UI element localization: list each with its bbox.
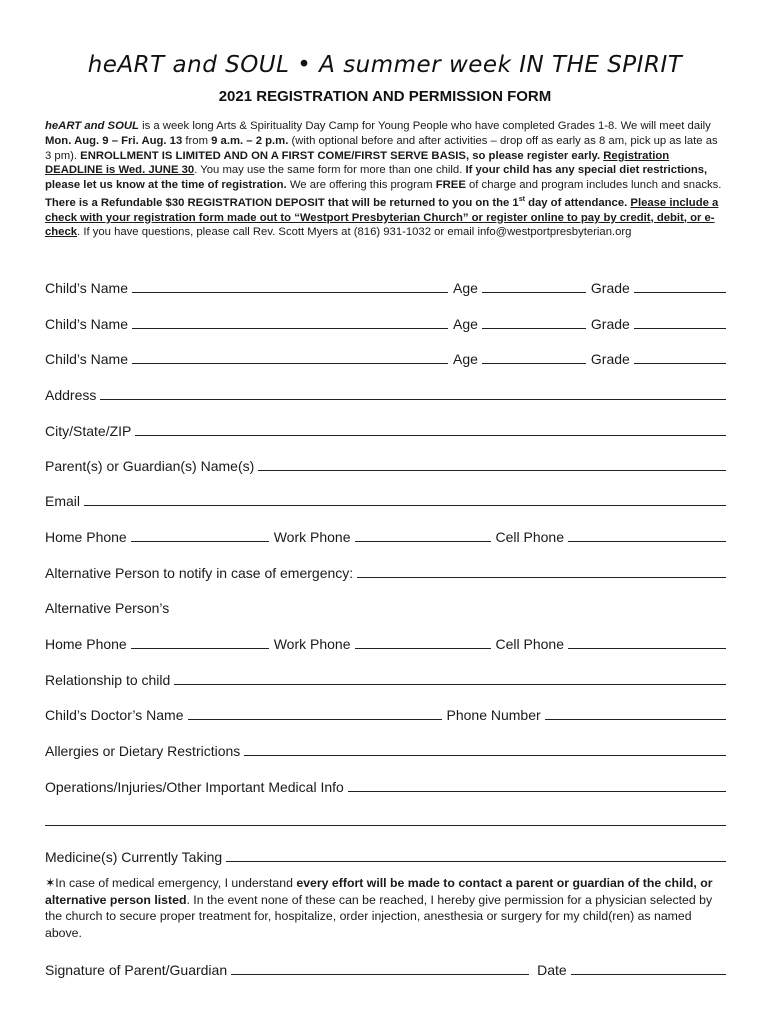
medical-info-row: [45, 775, 726, 795]
address-label: Address: [45, 387, 97, 403]
camp-dates: Mon. Aug. 9 – Fri. Aug. 13: [45, 134, 183, 147]
notice-text: ✶In case of medical emergency, I understand: [45, 876, 297, 890]
home-phone-label: Home Phone: [45, 636, 127, 652]
deposit-notice: There is a Refundable $30 REGISTRATION DEPOSIT that will be returned to you on the 1: [45, 196, 519, 209]
city-row: [45, 419, 726, 439]
camp-name: heART and SOUL: [45, 120, 139, 132]
form-title: 2021 REGISTRATION AND PERMISSION FORM: [218, 88, 552, 105]
grade-field[interactable]: [634, 313, 726, 329]
cell-phone-label: Cell Phone: [495, 529, 564, 545]
intro-text: is a week long Arts & Spirituality Day Camp for Young People who have completed Grades 1-8. We will meet daily: [138, 120, 711, 132]
contact-info: . If you have questions, please call Rev. Scott Myers at (816) 931-1032 or email info@westportpresbyterian.org: [77, 226, 632, 239]
child-row-1: [45, 276, 726, 296]
work-phone-field[interactable]: [355, 633, 491, 649]
allergies-label: Allergies or Dietary Restrictions: [45, 743, 241, 759]
signature-field[interactable]: [231, 959, 529, 975]
grade-field[interactable]: [634, 348, 726, 364]
relationship-row: [45, 668, 726, 688]
allergies-field[interactable]: [244, 740, 726, 756]
phone-row-2: [45, 632, 726, 652]
signature-row: [45, 958, 726, 978]
email-row: [45, 489, 726, 509]
child-name-label: Child’s Name: [45, 316, 128, 332]
child-name-field[interactable]: [132, 348, 448, 364]
medical-info-field[interactable]: [348, 776, 726, 792]
work-phone-field[interactable]: [355, 526, 491, 542]
ordinal-suffix: st: [518, 195, 525, 203]
parents-field[interactable]: [258, 455, 726, 471]
alt-person-notify-row: [45, 561, 726, 581]
allergies-row: [45, 739, 726, 759]
home-phone-label: Home Phone: [45, 529, 127, 545]
child-row-2: [45, 312, 726, 332]
home-phone-field[interactable]: [131, 526, 269, 542]
alt-person-notify-field[interactable]: [357, 562, 726, 578]
date-label: Date: [537, 962, 567, 978]
phone-row-1: [45, 525, 726, 545]
age-field[interactable]: [482, 277, 586, 293]
child-name-field[interactable]: [132, 277, 448, 293]
relationship-field[interactable]: [174, 669, 726, 685]
work-phone-label: Work Phone: [273, 636, 351, 652]
deposit-notice-end: day of attendance.: [524, 196, 631, 209]
medicine-row: [45, 845, 726, 865]
doctor-name-field[interactable]: [188, 704, 442, 720]
medical-info-extra-line[interactable]: [45, 825, 726, 826]
age-label: Age: [453, 316, 478, 332]
intro-paragraph: [45, 119, 727, 240]
doctor-row: [45, 703, 726, 723]
intro-text: from: [182, 134, 212, 147]
medicine-field[interactable]: [226, 846, 726, 862]
free-label: FREE: [435, 179, 466, 192]
address-field[interactable]: [100, 384, 726, 400]
age-label: Age: [453, 280, 478, 296]
cell-phone-label: Cell Phone: [495, 636, 564, 652]
cell-phone-field[interactable]: [568, 633, 726, 649]
payment-instructions: Please include a check with your registration form made out to “Westport Presbyterian Church” or register online to pay by credit, debit, or e-check: [45, 196, 719, 239]
home-phone-field[interactable]: [131, 633, 269, 649]
age-field[interactable]: [482, 313, 586, 329]
doctor-name-label: Child’s Doctor’s Name: [45, 707, 184, 723]
camp-hours: 9 a.m. – 2 p.m.: [211, 134, 289, 147]
child-name-label: Child’s Name: [45, 280, 128, 296]
intro-text: . You may use the same form for more than one child.: [194, 164, 466, 177]
notice-text: . In the event none of these can be reached, I hereby give permission for a physician selected by the church to secure proper treatment for, hospitalize, order injection, anesthesia or surgery for my child(ren) as named above.: [45, 892, 713, 940]
grade-field[interactable]: [634, 277, 726, 293]
grade-label: Grade: [590, 316, 630, 332]
child-row-3: [45, 347, 726, 367]
age-label: Age: [453, 351, 478, 367]
parents-label: Parent(s) or Guardian(s) Name(s): [45, 458, 255, 474]
script-title: heART and SOUL • A summer week IN THE SPIRIT: [87, 52, 683, 78]
alt-person-label: Alternative Person’s: [45, 600, 170, 616]
address-row: [45, 383, 726, 403]
relationship-label: Relationship to child: [45, 672, 171, 688]
enrollment-notice: ENROLLMENT IS LIMITED AND ON A FIRST COME/FIRST SERVE BASIS, so please register early.: [80, 149, 604, 162]
city-state-zip-label: City/State/ZIP: [45, 423, 132, 439]
medical-emergency-notice: [45, 875, 725, 941]
signature-label: Signature of Parent/Guardian: [45, 962, 228, 978]
registration-deadline: Registration DEADLINE is Wed. JUNE 30: [45, 149, 670, 177]
intro-text: of charge and program includes lunch and snacks.: [465, 179, 722, 192]
grade-label: Grade: [590, 351, 630, 367]
age-field[interactable]: [482, 348, 586, 364]
cell-phone-field[interactable]: [568, 526, 726, 542]
notice-emphasis: every effort will be made to contact a parent or guardian of the child, or alternative person listed: [45, 876, 713, 907]
medical-info-label: Operations/Injuries/Other Important Medical Info: [45, 779, 344, 795]
alt-person-row: [45, 596, 726, 616]
grade-label: Grade: [590, 280, 630, 296]
email-field[interactable]: [84, 490, 726, 506]
diet-notice: If your child has any special diet restrictions, please let us know at the time of registration.: [45, 164, 708, 192]
phone-number-label: Phone Number: [446, 707, 541, 723]
email-label: Email: [45, 493, 81, 509]
date-field[interactable]: [571, 959, 726, 975]
phone-number-field[interactable]: [545, 704, 726, 720]
intro-text: (with optional before and after activities – drop off as early as 8 am, pick up as late as 3 pm).: [45, 134, 718, 162]
alt-person-notify-label: Alternative Person to notify in case of emergency:: [45, 565, 354, 581]
city-state-zip-field[interactable]: [135, 420, 726, 436]
work-phone-label: Work Phone: [273, 529, 351, 545]
medicine-label: Medicine(s) Currently Taking: [45, 849, 223, 865]
parents-row: [45, 454, 726, 474]
child-name-label: Child’s Name: [45, 351, 128, 367]
intro-text: We are offering this program: [286, 179, 436, 192]
child-name-field[interactable]: [132, 313, 448, 329]
